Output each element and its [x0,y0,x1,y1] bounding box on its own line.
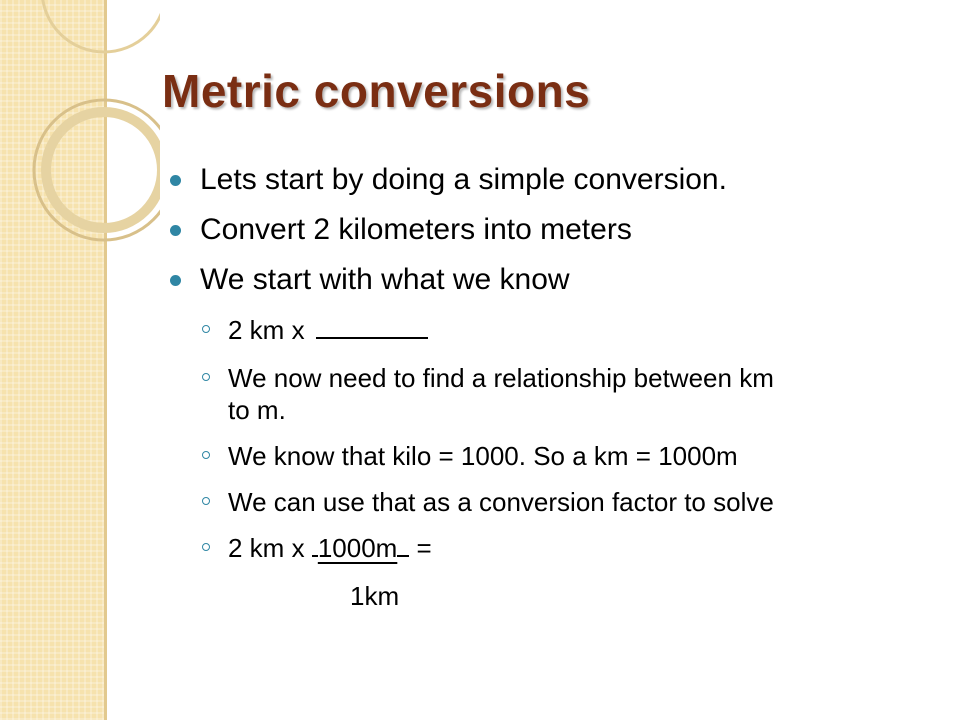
sub-bullet-text: We now need to find a relationship between km [228,363,774,393]
bullet-dot-icon [170,175,181,186]
sub-bullet-ring-icon [202,543,210,551]
equals-sign: = [416,533,432,563]
sub-bullet-ring-icon [202,497,210,505]
decorative-arc-top [42,0,160,52]
underline-trail [397,533,409,557]
bullet-dot-icon [170,275,181,286]
decorative-ring-inner [46,112,160,228]
sub-bullet-ring-icon [202,373,210,381]
expression-start: 2 km x [228,315,305,345]
blank-line [316,315,428,339]
sub-bullet-text [228,314,428,346]
sub-bullet-ring-icon [202,451,210,459]
sub-bullet-text-continued: to m. [228,395,286,425]
sub-bullet-text: We can use that as a conversion factor to solve [228,487,774,517]
sub-bullet-ring-icon [202,325,210,333]
bullet-text: Lets start by doing a simple conversion. [200,163,727,196]
fraction-denominator: 1km [350,581,400,611]
bullet-text: We start with what we know [200,263,570,296]
bullet-dot-icon [170,225,181,236]
decorative-circles [0,0,160,260]
bullet-text: Convert 2 kilometers into meters [200,213,632,246]
expression-prefix: 2 km x [228,533,305,563]
fraction-numerator: 1000m [317,533,398,563]
sub-bullet-text: We know that kilo = 1000. So a km = 1000m [228,441,738,471]
slide-title: Metric conversions [162,65,591,117]
sub-bullet-text [228,532,432,564]
